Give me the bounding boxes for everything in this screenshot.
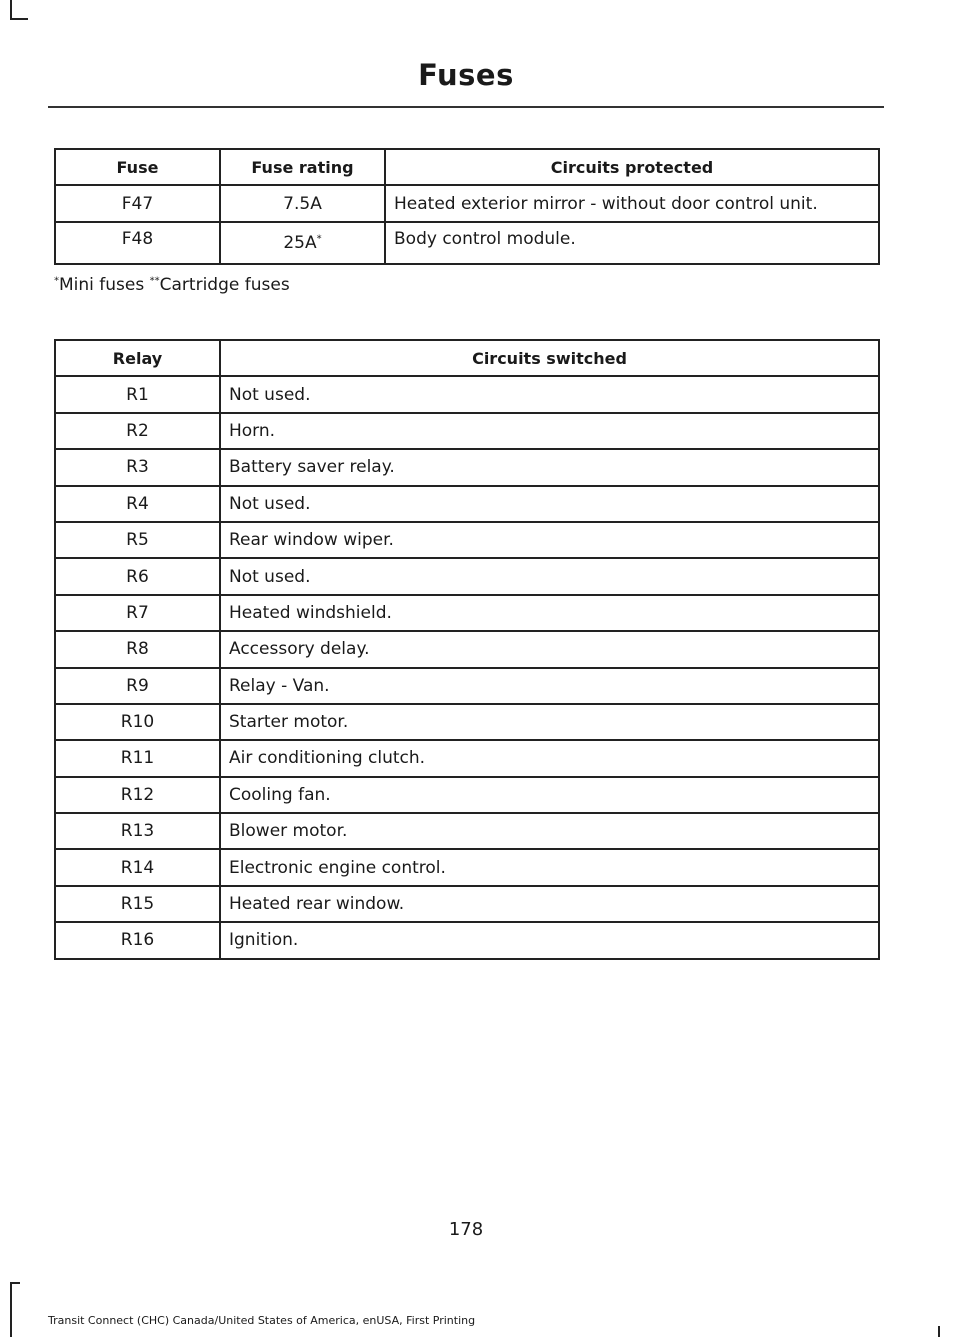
column-header: Circuits switched (220, 340, 879, 376)
relay-cell: R12 (55, 777, 220, 813)
table-row (55, 486, 879, 522)
footnote-marker: ** (149, 275, 160, 287)
column-header: Fuse (55, 149, 220, 185)
rating-cell (220, 222, 385, 264)
table-row (55, 849, 879, 885)
page-number: 178 (448, 1219, 484, 1240)
crop-mark (10, 18, 28, 20)
table-header-row (55, 340, 879, 376)
circuit-cell: Starter motor. (220, 704, 879, 740)
relay-cell: R8 (55, 631, 220, 667)
circuit-cell: Body control module. (385, 222, 879, 264)
circuit-cell: Relay - Van. (220, 668, 879, 704)
relay-cell: R7 (55, 595, 220, 631)
table-row (55, 522, 879, 558)
circuit-cell: Heated exterior mirror - without door control unit. (385, 185, 879, 222)
page-title: Fuses (418, 58, 514, 92)
table-row (55, 631, 879, 667)
table-row (55, 222, 879, 264)
column-header: Circuits protected (385, 149, 879, 185)
circuit-cell: Heated rear window. (220, 886, 879, 922)
table-row (55, 668, 879, 704)
relay-cell: R9 (55, 668, 220, 704)
table-row (55, 813, 879, 849)
relay-cell: R1 (55, 376, 220, 412)
relay-cell: R16 (55, 922, 220, 958)
table-header-row (55, 149, 879, 185)
circuit-cell: Heated windshield. (220, 595, 879, 631)
table-row (55, 595, 879, 631)
relay-cell: R11 (55, 740, 220, 776)
table-row (55, 777, 879, 813)
relay-cell: R5 (55, 522, 220, 558)
relay-cell: R10 (55, 704, 220, 740)
crop-mark (938, 1326, 940, 1337)
table-row (55, 413, 879, 449)
table-row (55, 740, 879, 776)
circuit-cell: Blower motor. (220, 813, 879, 849)
footnote-marker: * (54, 275, 59, 287)
relay-table (54, 339, 880, 960)
circuit-cell: Not used. (220, 558, 879, 594)
circuit-cell: Not used. (220, 486, 879, 522)
footer-text: Transit Connect (CHC) Canada/United States of America, enUSA, First Printing (48, 1314, 476, 1327)
footnote (54, 275, 290, 295)
crop-mark (10, 1282, 20, 1284)
circuit-cell: Air conditioning clutch. (220, 740, 879, 776)
table-row (55, 376, 879, 412)
fuse-cell: F48 (55, 222, 220, 264)
circuit-cell: Cooling fan. (220, 777, 879, 813)
footnote-marker: * (316, 233, 322, 245)
circuit-cell: Battery saver relay. (220, 449, 879, 485)
table-row (55, 558, 879, 594)
fuse-table (54, 148, 880, 265)
table-row (55, 886, 879, 922)
rating-cell (220, 185, 385, 222)
circuit-cell: Not used. (220, 376, 879, 412)
table-row (55, 704, 879, 740)
footnote-text: Mini fuses (59, 275, 150, 295)
relay-cell: R3 (55, 449, 220, 485)
circuit-cell: Rear window wiper. (220, 522, 879, 558)
relay-cell: R14 (55, 849, 220, 885)
circuit-cell: Horn. (220, 413, 879, 449)
circuit-cell: Electronic engine control. (220, 849, 879, 885)
relay-cell: R4 (55, 486, 220, 522)
relay-cell: R6 (55, 558, 220, 594)
column-header: Relay (55, 340, 220, 376)
circuit-cell: Ignition. (220, 922, 879, 958)
table-row (55, 449, 879, 485)
rating-value: 7.5A (283, 193, 322, 214)
relay-cell: R15 (55, 886, 220, 922)
header-divider (48, 106, 884, 108)
crop-mark (10, 1282, 12, 1337)
footnote-text: Cartridge fuses (159, 275, 290, 295)
circuit-cell: Accessory delay. (220, 631, 879, 667)
relay-cell: R13 (55, 813, 220, 849)
column-header: Fuse rating (220, 149, 385, 185)
crop-mark (10, 0, 12, 20)
table-row (55, 185, 879, 222)
fuse-cell: F47 (55, 185, 220, 222)
relay-cell: R2 (55, 413, 220, 449)
table-row (55, 922, 879, 958)
rating-value: 25A (283, 233, 317, 253)
